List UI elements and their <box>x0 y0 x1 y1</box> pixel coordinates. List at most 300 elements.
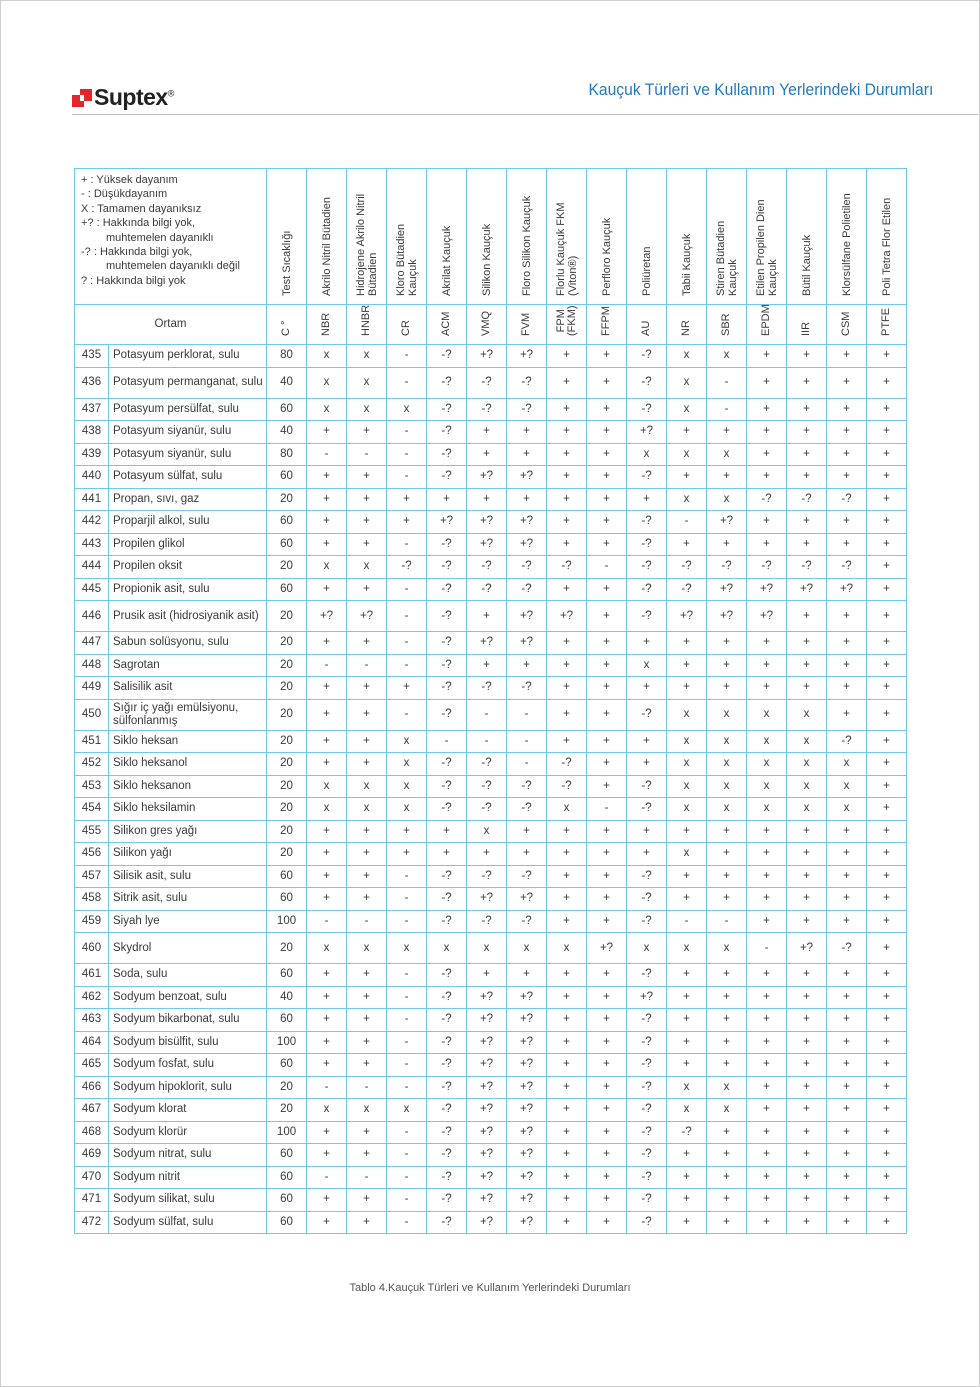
row-number: 460 <box>75 933 109 964</box>
resistance-value: + <box>347 699 387 730</box>
resistance-value: + <box>867 730 907 753</box>
resistance-value: + <box>787 1054 827 1077</box>
resistance-value: -? <box>627 345 667 368</box>
resistance-value: x <box>387 1099 427 1122</box>
resistance-value: x <box>667 443 707 466</box>
resistance-value: + <box>787 601 827 632</box>
test-temperature: 60 <box>267 1211 307 1234</box>
resistance-value: + <box>867 1166 907 1189</box>
resistance-value: - <box>387 1144 427 1167</box>
resistance-value: + <box>827 1076 867 1099</box>
resistance-value: +? <box>507 986 547 1009</box>
resistance-value: + <box>667 1211 707 1234</box>
table-row <box>75 1009 907 1032</box>
resistance-value: + <box>387 488 427 511</box>
resistance-value: - <box>387 1189 427 1212</box>
resistance-value: x <box>347 1099 387 1122</box>
row-number: 469 <box>75 1144 109 1167</box>
column-code: VMQ <box>480 310 493 336</box>
resistance-value: x <box>667 753 707 776</box>
resistance-value: + <box>787 888 827 911</box>
resistance-value: + <box>827 1211 867 1234</box>
medium-name: Propilen oksit <box>109 556 267 579</box>
resistance-value: - <box>707 910 747 933</box>
resistance-value: x <box>427 933 467 964</box>
resistance-value: - <box>307 910 347 933</box>
test-temperature: 20 <box>267 730 307 753</box>
column-code-cell <box>587 305 627 345</box>
resistance-value: + <box>547 1211 587 1234</box>
resistance-value: +? <box>507 1054 547 1077</box>
column-code: CSM <box>840 311 853 336</box>
resistance-value: + <box>787 865 827 888</box>
resistance-value: + <box>667 1189 707 1212</box>
compatibility-table <box>74 168 907 1234</box>
resistance-value: -? <box>787 556 827 579</box>
resistance-value: -? <box>427 556 467 579</box>
resistance-value: + <box>587 1054 627 1077</box>
resistance-value: + <box>667 533 707 556</box>
resistance-value: + <box>307 677 347 700</box>
resistance-value: + <box>547 632 587 655</box>
resistance-value: + <box>707 1054 747 1077</box>
medium-name: Salisilik asit <box>109 677 267 700</box>
resistance-value: + <box>867 1031 907 1054</box>
test-temperature: 100 <box>267 1031 307 1054</box>
resistance-value: x <box>667 367 707 398</box>
resistance-value: + <box>707 1211 747 1234</box>
medium-name: Propilen glikol <box>109 533 267 556</box>
resistance-value: x <box>707 775 747 798</box>
medium-name: Sodyum nitrit <box>109 1166 267 1189</box>
resistance-value: x <box>627 443 667 466</box>
resistance-value: x <box>307 398 347 421</box>
resistance-value: + <box>307 1121 347 1144</box>
resistance-value: + <box>307 1009 347 1032</box>
resistance-value: + <box>587 1189 627 1212</box>
resistance-value: -? <box>627 1166 667 1189</box>
resistance-value: + <box>867 601 907 632</box>
legend-line: ? : Hakkında bilgi yok <box>81 274 186 287</box>
resistance-value: + <box>587 601 627 632</box>
medium-name: Sodyum fosfat, sulu <box>109 1054 267 1077</box>
resistance-value: -? <box>427 654 467 677</box>
resistance-value: + <box>827 398 867 421</box>
test-temperature: 60 <box>267 466 307 489</box>
test-temperature: 60 <box>267 1144 307 1167</box>
resistance-value: -? <box>627 398 667 421</box>
resistance-value: +? <box>627 986 667 1009</box>
table-row <box>75 443 907 466</box>
resistance-value: + <box>827 443 867 466</box>
resistance-value: + <box>347 986 387 1009</box>
resistance-value: x <box>347 367 387 398</box>
resistance-value: x <box>347 556 387 579</box>
resistance-value: + <box>747 820 787 843</box>
resistance-value: -? <box>507 910 547 933</box>
resistance-value: x <box>307 798 347 821</box>
resistance-value: -? <box>427 398 467 421</box>
resistance-value: + <box>827 699 867 730</box>
resistance-value: + <box>547 443 587 466</box>
resistance-value: - <box>387 345 427 368</box>
resistance-value: + <box>867 578 907 601</box>
medium-name: Silikon yağı <box>109 843 267 866</box>
medium-name: Sodyum benzoat, sulu <box>109 986 267 1009</box>
resistance-value: + <box>747 1099 787 1122</box>
resistance-value: + <box>667 1009 707 1032</box>
resistance-value: + <box>507 443 547 466</box>
resistance-value: - <box>667 511 707 534</box>
resistance-value: + <box>307 421 347 444</box>
resistance-value: -? <box>427 753 467 776</box>
resistance-value: + <box>347 511 387 534</box>
table-body <box>75 345 907 1234</box>
resistance-value: -? <box>627 1054 667 1077</box>
resistance-value: + <box>347 1031 387 1054</box>
resistance-value: - <box>387 865 427 888</box>
resistance-value: + <box>787 511 827 534</box>
resistance-value: + <box>507 964 547 987</box>
resistance-value: -? <box>827 556 867 579</box>
resistance-value: + <box>547 421 587 444</box>
resistance-value: + <box>707 466 747 489</box>
resistance-value: -? <box>507 578 547 601</box>
test-temperature: 20 <box>267 677 307 700</box>
row-number: 458 <box>75 888 109 911</box>
resistance-value: -? <box>427 1166 467 1189</box>
resistance-value: + <box>827 533 867 556</box>
resistance-value: x <box>627 933 667 964</box>
resistance-value: -? <box>747 488 787 511</box>
row-number: 447 <box>75 632 109 655</box>
resistance-value: + <box>787 533 827 556</box>
column-header: Poli Tetra Flor Etilen <box>867 169 907 305</box>
resistance-value: + <box>667 466 707 489</box>
resistance-value: + <box>547 1054 587 1077</box>
resistance-value: + <box>827 367 867 398</box>
suptex-logo-icon <box>72 89 92 107</box>
column-header: Kloro Bütadien Kauçuk <box>387 169 427 305</box>
resistance-value: -? <box>427 964 467 987</box>
test-temperature: 20 <box>267 798 307 821</box>
resistance-value: - <box>707 398 747 421</box>
resistance-value: + <box>467 488 507 511</box>
resistance-value: + <box>667 986 707 1009</box>
table-row <box>75 1166 907 1189</box>
resistance-value: x <box>747 699 787 730</box>
resistance-value: x <box>347 933 387 964</box>
resistance-value: + <box>707 964 747 987</box>
resistance-value: + <box>867 443 907 466</box>
resistance-value: + <box>747 843 787 866</box>
test-temperature: 20 <box>267 699 307 730</box>
resistance-value: - <box>507 753 547 776</box>
resistance-value: -? <box>427 1211 467 1234</box>
test-temperature: 20 <box>267 775 307 798</box>
resistance-value: + <box>787 367 827 398</box>
medium-name: Sodyum klorat <box>109 1099 267 1122</box>
resistance-value: +? <box>467 1076 507 1099</box>
resistance-value: + <box>587 865 627 888</box>
resistance-value: + <box>867 654 907 677</box>
resistance-value: x <box>747 775 787 798</box>
resistance-value: + <box>307 753 347 776</box>
resistance-value: + <box>547 820 587 843</box>
resistance-value: + <box>827 1166 867 1189</box>
medium-name: Siyah lye <box>109 910 267 933</box>
resistance-value: + <box>787 1076 827 1099</box>
resistance-value: x <box>787 699 827 730</box>
medium-name: Sodyum silikat, sulu <box>109 1189 267 1212</box>
resistance-value: x <box>387 775 427 798</box>
medium-name: Sodyum bisülfit, sulu <box>109 1031 267 1054</box>
resistance-value: x <box>667 843 707 866</box>
resistance-value: + <box>307 632 347 655</box>
resistance-value: + <box>587 730 627 753</box>
resistance-value: - <box>387 1076 427 1099</box>
header-divider <box>72 114 978 115</box>
resistance-value: + <box>667 820 707 843</box>
column-code-cell <box>507 305 547 345</box>
test-temperature: 60 <box>267 964 307 987</box>
resistance-value: + <box>667 1166 707 1189</box>
resistance-value: x <box>387 753 427 776</box>
resistance-value: +? <box>467 1166 507 1189</box>
resistance-value: -? <box>627 1009 667 1032</box>
medium-name: Potasyum siyanür, sulu <box>109 443 267 466</box>
resistance-value: + <box>387 511 427 534</box>
row-number: 471 <box>75 1189 109 1212</box>
test-temperature: 60 <box>267 511 307 534</box>
resistance-value: + <box>587 578 627 601</box>
table-row <box>75 1121 907 1144</box>
resistance-value: + <box>587 1031 627 1054</box>
resistance-value: +? <box>467 1121 507 1144</box>
row-number: 461 <box>75 964 109 987</box>
resistance-value: +? <box>347 601 387 632</box>
resistance-value: - <box>387 964 427 987</box>
resistance-value: x <box>347 798 387 821</box>
test-temperature: 60 <box>267 1054 307 1077</box>
resistance-value: - <box>347 1166 387 1189</box>
resistance-value: + <box>867 398 907 421</box>
table-row <box>75 632 907 655</box>
resistance-value: + <box>867 1054 907 1077</box>
medium-name: Siklo heksan <box>109 730 267 753</box>
resistance-value: + <box>627 753 667 776</box>
row-number: 472 <box>75 1211 109 1234</box>
resistance-value: x <box>747 798 787 821</box>
resistance-value: + <box>747 1031 787 1054</box>
resistance-value: + <box>787 964 827 987</box>
resistance-value: +? <box>507 601 547 632</box>
resistance-value: +? <box>707 511 747 534</box>
resistance-value: +? <box>507 888 547 911</box>
row-number: 457 <box>75 865 109 888</box>
table-row <box>75 753 907 776</box>
resistance-value: x <box>747 730 787 753</box>
resistance-value: +? <box>467 1099 507 1122</box>
column-code: FPM (FKM) <box>554 305 578 336</box>
resistance-value: -? <box>627 367 667 398</box>
resistance-value: -? <box>427 1099 467 1122</box>
resistance-value: + <box>707 421 747 444</box>
resistance-value: - <box>387 1121 427 1144</box>
resistance-value: + <box>307 730 347 753</box>
table-row <box>75 843 907 866</box>
row-number: 449 <box>75 677 109 700</box>
resistance-value: + <box>867 421 907 444</box>
resistance-value: +? <box>307 601 347 632</box>
resistance-value: +? <box>587 933 627 964</box>
resistance-value: + <box>587 511 627 534</box>
resistance-value: x <box>667 933 707 964</box>
column-header: Etilen Propilen Dien Kauçuk <box>747 169 787 305</box>
resistance-value: +? <box>507 1031 547 1054</box>
resistance-value: + <box>507 488 547 511</box>
test-temperature: 20 <box>267 556 307 579</box>
column-code-cell <box>427 305 467 345</box>
resistance-value: + <box>827 1054 867 1077</box>
resistance-value: -? <box>627 775 667 798</box>
resistance-value: + <box>547 964 587 987</box>
resistance-value: x <box>627 654 667 677</box>
resistance-value: - <box>507 730 547 753</box>
resistance-value: -? <box>507 865 547 888</box>
resistance-value: + <box>347 1144 387 1167</box>
resistance-value: x <box>787 775 827 798</box>
test-temperature: 100 <box>267 1121 307 1144</box>
resistance-value: + <box>707 843 747 866</box>
resistance-value: + <box>627 843 667 866</box>
resistance-value: -? <box>427 345 467 368</box>
resistance-value: + <box>747 1166 787 1189</box>
resistance-value: -? <box>427 421 467 444</box>
resistance-value: + <box>747 865 787 888</box>
table-row <box>75 578 907 601</box>
resistance-value: + <box>587 699 627 730</box>
resistance-value: x <box>707 1076 747 1099</box>
table-row <box>75 775 907 798</box>
test-temperature: 60 <box>267 533 307 556</box>
table-row <box>75 398 907 421</box>
resistance-value: +? <box>507 1099 547 1122</box>
column-code: HNBR <box>360 304 373 336</box>
resistance-value: + <box>547 1076 587 1099</box>
resistance-value: x <box>347 345 387 368</box>
resistance-value: + <box>547 578 587 601</box>
resistance-value: -? <box>627 964 667 987</box>
resistance-value: + <box>787 1121 827 1144</box>
resistance-value: + <box>667 1054 707 1077</box>
resistance-value: + <box>827 1009 867 1032</box>
resistance-value: + <box>587 1076 627 1099</box>
resistance-value: + <box>707 865 747 888</box>
resistance-value: -? <box>427 601 467 632</box>
resistance-value: +? <box>507 1189 547 1212</box>
resistance-value: + <box>867 753 907 776</box>
resistance-value: + <box>747 533 787 556</box>
resistance-value: x <box>787 753 827 776</box>
resistance-value: + <box>347 888 387 911</box>
resistance-value: + <box>347 1009 387 1032</box>
resistance-value: + <box>707 677 747 700</box>
resistance-value: -? <box>427 1076 467 1099</box>
ortam-header: Ortam <box>75 305 267 345</box>
resistance-value: x <box>787 730 827 753</box>
column-code-cell <box>707 305 747 345</box>
resistance-value: + <box>787 1144 827 1167</box>
resistance-value: + <box>707 1166 747 1189</box>
resistance-value: +? <box>467 888 507 911</box>
resistance-value: + <box>787 398 827 421</box>
resistance-value: + <box>667 888 707 911</box>
resistance-value: + <box>547 345 587 368</box>
resistance-value: +? <box>507 1166 547 1189</box>
row-number: 435 <box>75 345 109 368</box>
resistance-value: x <box>307 367 347 398</box>
resistance-value: + <box>747 964 787 987</box>
resistance-value: -? <box>627 1121 667 1144</box>
resistance-value: + <box>587 843 627 866</box>
resistance-value: + <box>707 1121 747 1144</box>
resistance-value: + <box>547 488 587 511</box>
row-number: 456 <box>75 843 109 866</box>
row-number: 436 <box>75 367 109 398</box>
resistance-value: x <box>707 345 747 368</box>
resistance-value: + <box>867 843 907 866</box>
resistance-value: + <box>587 820 627 843</box>
test-temperature: 100 <box>267 910 307 933</box>
row-number: 468 <box>75 1121 109 1144</box>
table-row <box>75 910 907 933</box>
resistance-value: -? <box>427 677 467 700</box>
resistance-value: x <box>307 775 347 798</box>
resistance-value: - <box>387 601 427 632</box>
resistance-value: + <box>787 1166 827 1189</box>
test-temperature: 60 <box>267 865 307 888</box>
resistance-value: + <box>507 421 547 444</box>
column-code-cell <box>667 305 707 345</box>
resistance-value: -? <box>627 1211 667 1234</box>
resistance-value: -? <box>627 578 667 601</box>
resistance-value: - <box>387 632 427 655</box>
resistance-value: +? <box>467 1189 507 1212</box>
resistance-value: + <box>787 421 827 444</box>
resistance-value: + <box>547 888 587 911</box>
table-row <box>75 367 907 398</box>
resistance-value: - <box>387 654 427 677</box>
column-code: ACM <box>440 311 453 336</box>
resistance-value: -? <box>627 556 667 579</box>
resistance-value: x <box>787 798 827 821</box>
column-header: Stiren Bütadien Kauçuk <box>707 169 747 305</box>
resistance-value: + <box>747 443 787 466</box>
resistance-value: +? <box>467 1054 507 1077</box>
resistance-value: + <box>827 345 867 368</box>
resistance-value: -? <box>427 1009 467 1032</box>
column-header: Poliüretan <box>627 169 667 305</box>
test-temperature: 60 <box>267 398 307 421</box>
resistance-value: + <box>587 753 627 776</box>
resistance-value: + <box>467 443 507 466</box>
temp-unit <box>267 305 307 345</box>
test-temperature: 80 <box>267 443 307 466</box>
resistance-value: - <box>387 1211 427 1234</box>
resistance-value: -? <box>467 910 507 933</box>
resistance-value: + <box>867 933 907 964</box>
